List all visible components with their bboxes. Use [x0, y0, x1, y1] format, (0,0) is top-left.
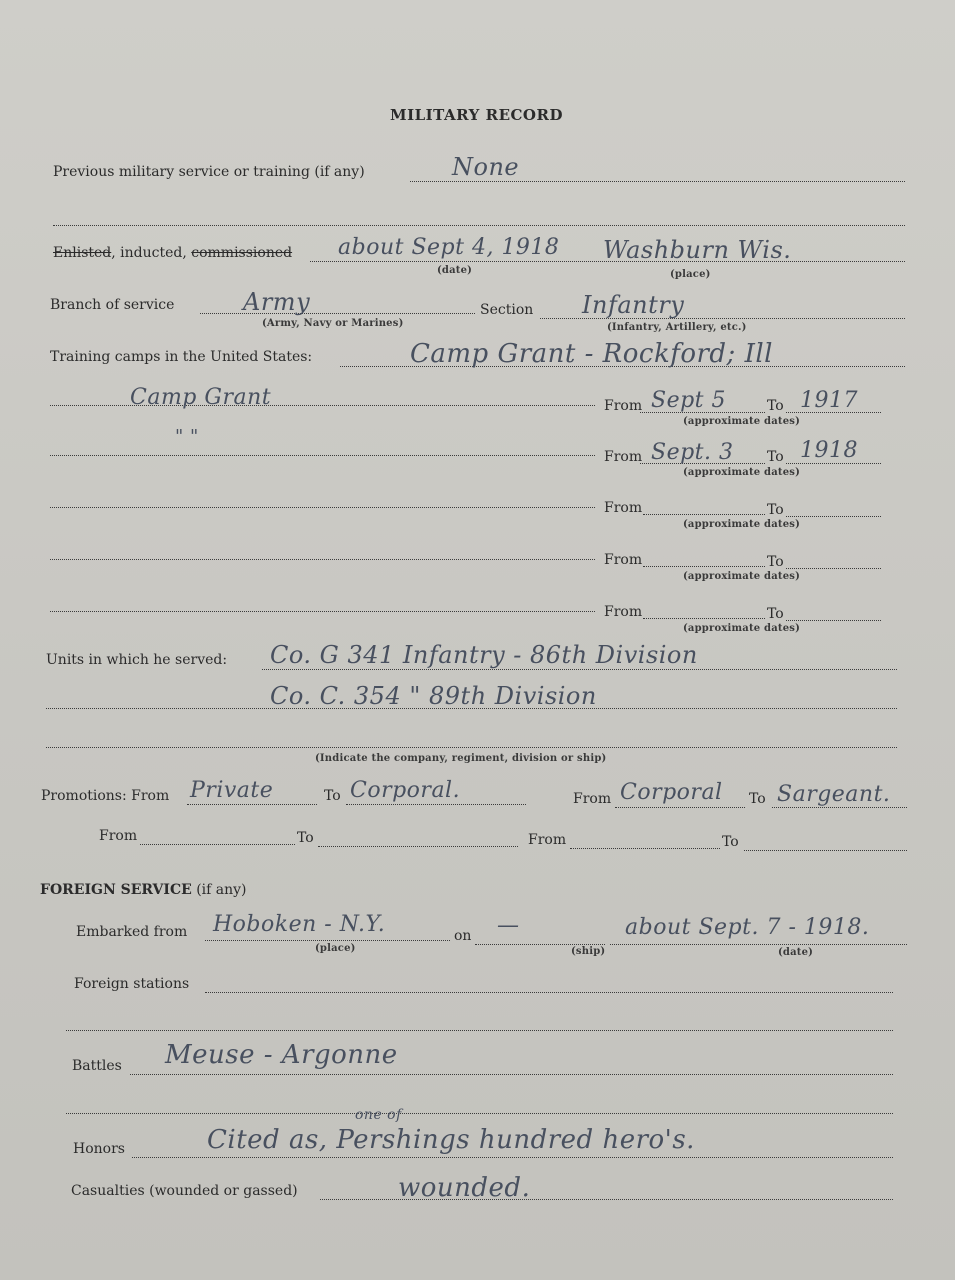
promotions-from-line-4 — [570, 848, 720, 849]
embarked-place-caption: (place) — [315, 943, 356, 954]
promotions-to-label-3: To — [297, 830, 314, 846]
promotions-from-line-3 — [140, 844, 295, 845]
honors-line — [132, 1157, 893, 1158]
training-row-1-to-label: To — [767, 398, 784, 414]
section-value: Infantry — [582, 291, 685, 319]
training-row-2-to-line — [786, 463, 881, 464]
training-row-5-from-label: From — [604, 604, 643, 620]
foreign-service-title: FOREIGN SERVICE — [40, 882, 192, 898]
training-row-3-to-label: To — [767, 502, 784, 518]
promotions-from-label-3: From — [99, 828, 138, 844]
embarked-date-caption: (date) — [778, 947, 814, 958]
units-value-1: Co. G 341 Infantry - 86th Division — [270, 641, 698, 669]
enlisted-label — [53, 245, 292, 261]
training-row-2-to-label: To — [767, 449, 784, 465]
training-row-4-from-label: From — [604, 552, 643, 568]
battles-line — [130, 1074, 893, 1075]
training-row-1-to-value: 1917 — [800, 388, 858, 413]
embarked-ship-caption: (ship) — [571, 946, 606, 957]
training-row-5-caption: (approximate dates) — [683, 623, 801, 634]
training-row-1-from-label: From — [604, 398, 643, 414]
units-label: Units in which he served: — [46, 652, 228, 668]
promotions-to-label-2: To — [749, 791, 766, 807]
embarked-on-label: on — [454, 928, 472, 944]
promotions-from-line-2 — [615, 807, 745, 808]
previous-service-label: Previous military service or training (if any) — [53, 164, 365, 180]
promotions-from-2-value: Corporal — [620, 780, 723, 805]
casualties-label: Casualties (wounded or gassed) — [71, 1183, 298, 1199]
inducted-word: , inducted, — [111, 245, 192, 261]
battles-line-2 — [66, 1113, 893, 1114]
training-row-2-camp: " " — [175, 426, 199, 447]
embarked-date-value: about Sept. 7 - 1918. — [625, 915, 870, 940]
previous-service-line-2 — [53, 225, 905, 226]
training-row-4-from-line — [643, 566, 765, 567]
enlisted-word: Enlisted — [53, 245, 112, 261]
promotions-to-2-value: Sargeant. — [777, 782, 891, 807]
honors-value: Cited as, Pershings hundred hero's. — [207, 1125, 695, 1155]
training-row-1-from-value: Sept 5 — [651, 388, 727, 413]
previous-service-line — [410, 181, 905, 182]
training-row-4-caption: (approximate dates) — [683, 571, 801, 582]
training-row-1-camp: Camp Grant — [130, 385, 272, 410]
promotions-from-label-4: From — [528, 832, 567, 848]
enlisted-date-caption: (date) — [437, 265, 473, 276]
section-caption: (Infantry, Artillery, etc.) — [607, 322, 747, 333]
promotions-to-line-1 — [346, 804, 526, 805]
foreign-stations-label: Foreign stations — [74, 976, 190, 992]
previous-service-value: None — [452, 153, 520, 181]
training-row-3-from-line — [643, 514, 765, 515]
branch-label: Branch of service — [50, 297, 175, 313]
enlisted-place-value: Washburn Wis. — [603, 236, 792, 264]
training-row-2-from-value: Sept. 3 — [651, 440, 734, 465]
embarked-label: Embarked from — [76, 924, 188, 940]
branch-line — [200, 313, 475, 314]
foreign-service-suffix: (if any) — [191, 882, 247, 898]
battles-value: Meuse - Argonne — [165, 1040, 398, 1070]
promotions-from-label-2: From — [573, 791, 612, 807]
embarked-place-value: Hoboken - N.Y. — [213, 912, 386, 937]
training-row-5-line — [50, 611, 595, 612]
honors-label: Honors — [73, 1141, 125, 1157]
casualties-value: wounded. — [398, 1173, 531, 1203]
branch-caption: (Army, Navy or Marines) — [262, 318, 404, 329]
training-row-2-line — [50, 455, 595, 456]
promotions-to-line-3 — [318, 846, 518, 847]
promotions-to-line-2 — [772, 807, 907, 808]
training-row-3-line — [50, 507, 595, 508]
training-row-2-to-value: 1918 — [800, 438, 858, 463]
promotions-label: Promotions: From — [41, 788, 170, 804]
training-row-4-line — [50, 559, 595, 560]
enlisted-date-value: about Sept 4, 1918 — [338, 235, 560, 260]
training-row-1-caption: (approximate dates) — [683, 416, 801, 427]
embarked-date-line — [610, 944, 907, 945]
training-row-3-caption: (approximate dates) — [683, 519, 801, 530]
training-row-3-from-label: From — [604, 500, 643, 516]
promotions-from-1-value: Private — [190, 778, 274, 803]
training-row-4-to-line — [786, 568, 881, 569]
training-row-5-to-line — [786, 620, 881, 621]
promotions-from-line-1 — [187, 804, 317, 805]
training-header-value: Camp Grant - Rockford; Ill — [410, 339, 773, 369]
training-row-2-caption: (approximate dates) — [683, 467, 801, 478]
promotions-to-line-4 — [744, 850, 907, 851]
units-line-1 — [262, 669, 897, 670]
branch-value: Army — [243, 288, 311, 316]
units-caption: (Indicate the company, regiment, division or ship) — [315, 753, 607, 764]
promotions-to-label-1: To — [324, 788, 341, 804]
promotions-to-label-4: To — [722, 834, 739, 850]
foreign-stations-line-2 — [66, 1030, 893, 1031]
embarked-ship-value: — — [497, 913, 520, 938]
training-row-2-from-label: From — [604, 449, 643, 465]
section-label: Section — [480, 302, 534, 318]
foreign-service-heading — [40, 882, 247, 898]
foreign-stations-line — [205, 992, 893, 993]
training-row-3-to-line — [786, 516, 881, 517]
honors-insert-value: one of — [355, 1107, 402, 1123]
form-title: MILITARY RECORD — [390, 106, 563, 124]
training-row-4-to-label: To — [767, 554, 784, 570]
commissioned-word: commissioned — [191, 245, 293, 261]
battles-label: Battles — [72, 1058, 122, 1074]
embarked-ship-line — [475, 944, 605, 945]
training-row-5-from-line — [643, 618, 765, 619]
training-label: Training camps in the United States: — [50, 349, 313, 365]
promotions-to-1-value: Corporal. — [350, 778, 461, 803]
units-line-3 — [46, 747, 897, 748]
units-value-2: Co. C. 354 " 89th Division — [270, 682, 597, 710]
enlisted-place-caption: (place) — [670, 269, 711, 280]
embarked-place-line — [205, 940, 450, 941]
training-row-5-to-label: To — [767, 606, 784, 622]
